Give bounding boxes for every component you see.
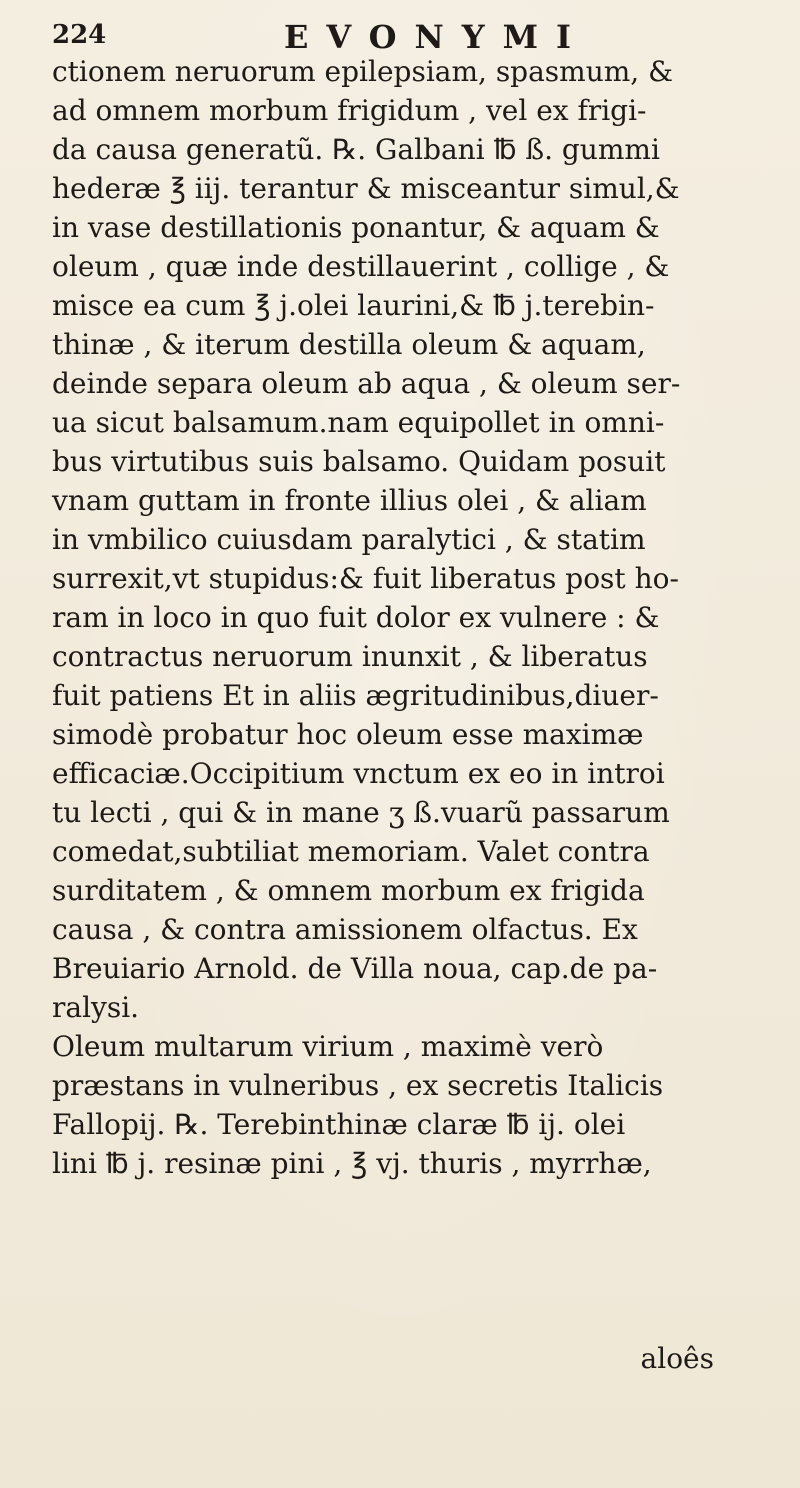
text-line: ram in loco in quo fuit dolor ex vulnere : & <box>52 601 660 634</box>
text-line: misce ea cum ℥ j.olei laurini,& ℔ j.terebin- <box>52 289 655 322</box>
text-line: ctionem neruorum epilepsiam, spasmum, & <box>52 55 674 88</box>
text-line: hederæ ℥ iij. terantur & misceantur simul,& <box>52 172 680 205</box>
text-line: Oleum multarum virium , maximè verò <box>52 1030 604 1063</box>
text-line: surrexit,vt stupidus:& fuit liberatus post ho- <box>52 562 679 595</box>
text-line <box>52 1300 774 1339</box>
text-line: bus virtutibus suis balsamo. Quidam posuit <box>52 445 666 478</box>
text-line: surditatem , & omnem morbum ex frigida <box>52 874 645 907</box>
text-line: deinde separa oleum ab aqua , & oleum ser- <box>52 367 681 400</box>
text-line: da causa generatũ. ℞. Galbani ℔ ß. gummi <box>52 133 660 166</box>
catchword: aloês <box>640 1342 714 1375</box>
text-line <box>52 1261 774 1300</box>
text-line: causa , & contra amissionem olfactus. Ex <box>52 913 638 946</box>
text-line: fuit patiens Et in aliis ægritudinibus,diuer- <box>52 679 659 712</box>
main-text <box>52 52 774 1378</box>
running-head: EVONYMI <box>284 18 590 56</box>
text-line: vnam guttam in fronte illius olei , & aliam <box>52 484 647 517</box>
text-line <box>52 1183 774 1222</box>
text-line: oleum , quæ inde destillauerint , collige , & <box>52 250 670 283</box>
text-line <box>52 1222 774 1261</box>
text-line: ua sicut balsamum.nam equipollet in omni- <box>52 406 665 439</box>
text-line: Breuiario Arnold. de Villa noua, cap.de pa- <box>52 952 658 985</box>
text-line: contractus neruorum inunxit , & liberatus <box>52 640 648 673</box>
text-line: efficaciæ.Occipitium vnctum ex eo in introi <box>52 757 665 790</box>
text-line: tu lecti , qui & in mane ʒ ß.vuarũ passarum <box>52 796 670 829</box>
text-line: thinæ , & iterum destilla oleum & aquam, <box>52 328 646 361</box>
text-line: ralysi. <box>52 991 140 1024</box>
text-line: simodè probatur hoc oleum esse maximæ <box>52 718 644 751</box>
text-line: præstans in vulneribus , ex secretis Italicis <box>52 1069 664 1102</box>
page-header <box>52 12 774 56</box>
text-line: comedat,subtiliat memoriam. Valet contra <box>52 835 650 868</box>
text-line: ad omnem morbum frigidum , vel ex frigi- <box>52 94 647 127</box>
text-line: in vmbilico cuiusdam paralytici , & statim <box>52 523 646 556</box>
text-line: lini ℔ j. resinæ pini , ℥ vj. thuris , myrrhæ, <box>52 1147 652 1180</box>
text-line: in vase destillationis ponantur, & aquam & <box>52 211 660 244</box>
text-line: Fallopij. ℞. Terebinthinæ claræ ℔ ij. olei <box>52 1108 626 1141</box>
page-number: 224 <box>52 20 107 50</box>
